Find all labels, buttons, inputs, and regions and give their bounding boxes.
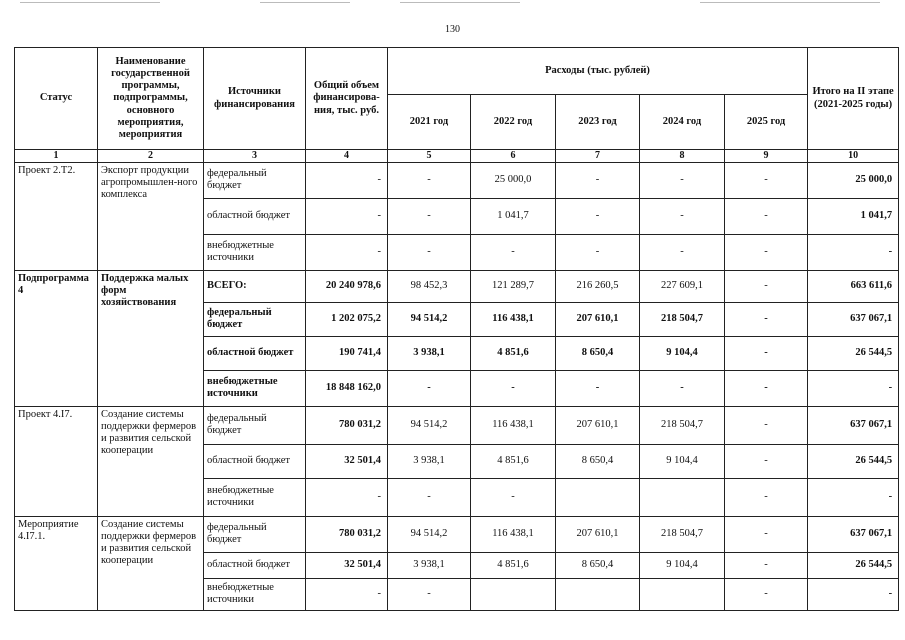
value-cell: - [725, 270, 808, 302]
value-cell: - [640, 162, 725, 198]
status-cell: Проект 2.Т2. [15, 162, 98, 270]
value-cell: - [640, 198, 725, 234]
value-cell: - [725, 162, 808, 198]
value-cell: 8 650,4 [556, 336, 640, 370]
source-cell: областной бюджет [204, 336, 306, 370]
table-row [15, 162, 899, 198]
value-cell: - [471, 234, 556, 270]
stage-total-cell: 25 000,0 [808, 162, 899, 198]
value-cell [640, 478, 725, 516]
program-name-cell: Поддержка малых форм хозяйствования [98, 270, 204, 406]
scan-edge-line [260, 2, 350, 3]
stage-total-cell: 637 067,1 [808, 302, 899, 336]
header-year: 2025 год [725, 95, 808, 150]
value-cell: - [725, 444, 808, 478]
value-cell: - [725, 552, 808, 578]
value-cell: 116 438,1 [471, 302, 556, 336]
value-cell: 94 514,2 [388, 302, 471, 336]
value-cell: 216 260,5 [556, 270, 640, 302]
header-total: Общий объем финансирова-ния, тыс. руб. [306, 48, 388, 150]
stage-total-cell: - [808, 478, 899, 516]
total-cell: 18 848 162,0 [306, 370, 388, 406]
column-number: 1 [15, 150, 98, 163]
status-cell: Подпрограмма 4 [15, 270, 98, 406]
program-name-cell: Создание системы поддержки фермеров и развития сельской кооперации [98, 516, 204, 610]
column-number: 5 [388, 150, 471, 163]
total-cell: - [306, 478, 388, 516]
source-cell: областной бюджет [204, 552, 306, 578]
value-cell: 116 438,1 [471, 516, 556, 552]
value-cell: - [725, 198, 808, 234]
total-cell: - [306, 162, 388, 198]
value-cell: - [388, 478, 471, 516]
total-cell: 32 501,4 [306, 552, 388, 578]
table-row [15, 406, 899, 444]
total-cell: - [306, 578, 388, 610]
total-cell: 780 031,2 [306, 406, 388, 444]
budget-table [14, 47, 899, 611]
value-cell: - [725, 302, 808, 336]
value-cell: 98 452,3 [388, 270, 471, 302]
scan-edge-line [20, 2, 160, 3]
column-number: 6 [471, 150, 556, 163]
header-year: 2021 год [388, 95, 471, 150]
value-cell: - [388, 198, 471, 234]
source-cell: внебюджетные источники [204, 578, 306, 610]
value-cell: - [556, 162, 640, 198]
stage-total-cell: 637 067,1 [808, 406, 899, 444]
stage-total-cell: - [808, 234, 899, 270]
value-cell: - [725, 234, 808, 270]
source-cell: внебюджетные источники [204, 234, 306, 270]
source-cell: областной бюджет [204, 444, 306, 478]
page-number: 130 [445, 24, 460, 35]
value-cell: 94 514,2 [388, 406, 471, 444]
header-year: 2024 год [640, 95, 725, 150]
value-cell [471, 578, 556, 610]
value-cell: - [388, 162, 471, 198]
value-cell: - [388, 234, 471, 270]
source-cell: областной бюджет [204, 198, 306, 234]
stage-total-cell: 26 544,5 [808, 336, 899, 370]
source-cell: федеральный бюджет [204, 302, 306, 336]
value-cell: - [556, 370, 640, 406]
value-cell: 9 104,4 [640, 336, 725, 370]
total-cell: 32 501,4 [306, 444, 388, 478]
total-cell: - [306, 198, 388, 234]
header-year: 2023 год [556, 95, 640, 150]
header-expenses: Расходы (тыс. рублей) [388, 48, 808, 95]
scan-edge-line [700, 2, 880, 3]
column-number: 8 [640, 150, 725, 163]
value-cell: 8 650,4 [556, 444, 640, 478]
stage-total-cell: 637 067,1 [808, 516, 899, 552]
header-sources: Источники финансирования [204, 48, 306, 150]
value-cell: 4 851,6 [471, 336, 556, 370]
value-cell [640, 578, 725, 610]
source-cell: федеральный бюджет [204, 516, 306, 552]
stage-total-cell: 663 611,6 [808, 270, 899, 302]
value-cell: - [725, 578, 808, 610]
value-cell: - [556, 234, 640, 270]
stage-total-cell: - [808, 370, 899, 406]
total-cell: 780 031,2 [306, 516, 388, 552]
total-cell: - [306, 234, 388, 270]
total-cell: 20 240 978,6 [306, 270, 388, 302]
value-cell: - [725, 370, 808, 406]
value-cell: - [471, 370, 556, 406]
value-cell: 4 851,6 [471, 444, 556, 478]
column-number: 9 [725, 150, 808, 163]
table-row [15, 516, 899, 552]
value-cell: - [388, 370, 471, 406]
column-number: 10 [808, 150, 899, 163]
value-cell: 3 938,1 [388, 336, 471, 370]
value-cell: 25 000,0 [471, 162, 556, 198]
value-cell: 218 504,7 [640, 516, 725, 552]
value-cell: 3 938,1 [388, 444, 471, 478]
column-number: 7 [556, 150, 640, 163]
value-cell: 218 504,7 [640, 302, 725, 336]
value-cell: - [388, 578, 471, 610]
value-cell: 3 938,1 [388, 552, 471, 578]
value-cell: 207 610,1 [556, 302, 640, 336]
value-cell: 9 104,4 [640, 552, 725, 578]
value-cell: 1 041,7 [471, 198, 556, 234]
source-cell: внебюджетные источники [204, 370, 306, 406]
source-cell: федеральный бюджет [204, 162, 306, 198]
header-status: Статус [15, 48, 98, 150]
value-cell: 207 610,1 [556, 406, 640, 444]
value-cell: 4 851,6 [471, 552, 556, 578]
value-cell: - [471, 478, 556, 516]
value-cell [556, 578, 640, 610]
value-cell: 8 650,4 [556, 552, 640, 578]
value-cell: 218 504,7 [640, 406, 725, 444]
value-cell: 116 438,1 [471, 406, 556, 444]
value-cell: - [640, 370, 725, 406]
source-cell: внебюджетные источники [204, 478, 306, 516]
total-cell: 1 202 075,2 [306, 302, 388, 336]
stage-total-cell: 26 544,5 [808, 444, 899, 478]
header-stage-total: Итого на II этапе (2021-2025 годы) [808, 48, 899, 150]
stage-total-cell: 1 041,7 [808, 198, 899, 234]
value-cell: 121 289,7 [471, 270, 556, 302]
stage-total-cell: 26 544,5 [808, 552, 899, 578]
program-name-cell: Создание системы поддержки фермеров и развития сельской кооперации [98, 406, 204, 516]
table-row [15, 270, 899, 302]
stage-total-cell: - [808, 578, 899, 610]
header-year: 2022 год [471, 95, 556, 150]
source-cell: федеральный бюджет [204, 406, 306, 444]
status-cell: Мероприятие 4.I7.1. [15, 516, 98, 610]
table-body [15, 162, 899, 610]
column-number: 2 [98, 150, 204, 163]
value-cell [556, 478, 640, 516]
value-cell: - [640, 234, 725, 270]
value-cell: 9 104,4 [640, 444, 725, 478]
value-cell: 94 514,2 [388, 516, 471, 552]
value-cell: - [725, 406, 808, 444]
value-cell: - [556, 198, 640, 234]
value-cell: 227 609,1 [640, 270, 725, 302]
value-cell: 207 610,1 [556, 516, 640, 552]
column-number: 4 [306, 150, 388, 163]
status-cell: Проект 4.I7. [15, 406, 98, 516]
total-cell: 190 741,4 [306, 336, 388, 370]
scan-edge-line [400, 2, 520, 3]
source-cell: ВСЕГО: [204, 270, 306, 302]
value-cell: - [725, 336, 808, 370]
header-program-name: Наименование государственной программы, подпрограммы, основного мероприятия, мероприятия [98, 48, 204, 150]
column-number: 3 [204, 150, 306, 163]
value-cell: - [725, 478, 808, 516]
program-name-cell: Экспорт продукции агропромышлен-ного комплекса [98, 162, 204, 270]
value-cell: - [725, 516, 808, 552]
